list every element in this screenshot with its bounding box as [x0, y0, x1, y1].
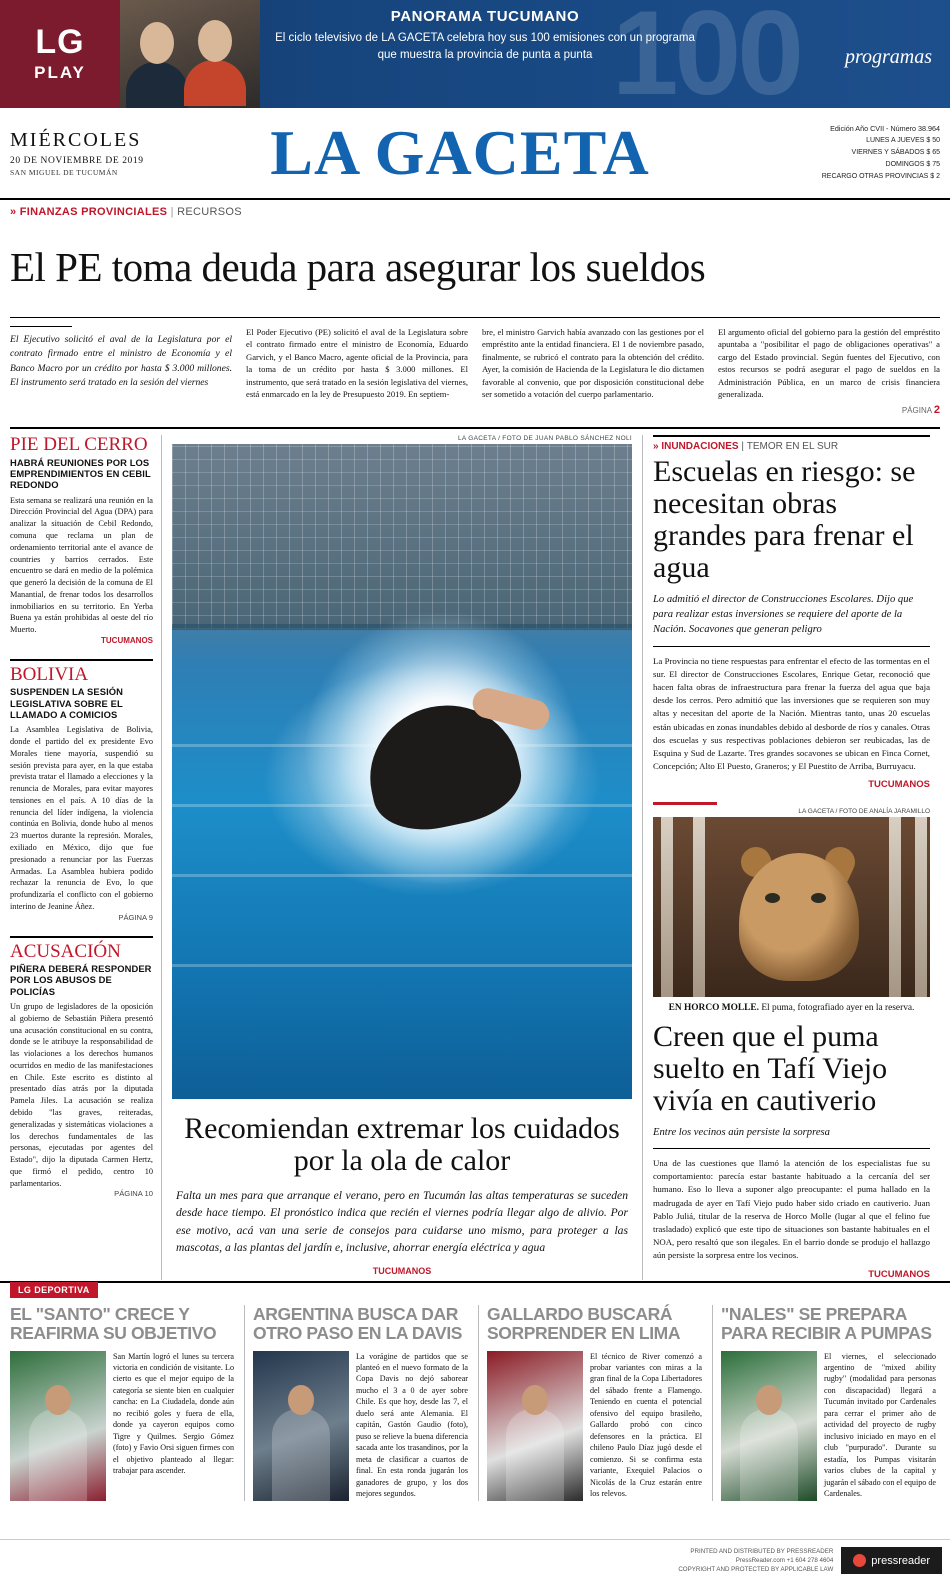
lead-body-col-1: El Poder Ejecutivo (PE) solicitó el aval de la Legislatura sobre el contrato firmado entre el ministro de Economía, Eduardo Garvich, y el Banco Macro, agente oficial de la Provincia, para la toma de un crédito por hasta $ 3.000 millones. El instrumento, que será tratado en la sesión legislativa del viernes, está enmarcado en la ley de Presupuesto 2019. En septiem- — [246, 326, 468, 400]
masthead — [0, 108, 950, 200]
footer-line-0: PRINTED AND DISTRIBUTED BY PRESSREADER — [690, 1547, 834, 1555]
masthead-date: 20 DE NOVIEMBRE DE 2019 — [10, 156, 144, 166]
sports-headline: "NALES" SE PREPARA PARA RECIBIR A PUMPAS — [721, 1304, 932, 1344]
puma-photo-credit: LA GACETA / FOTO DE ANALÍA JARAMILLO — [798, 808, 930, 816]
lead-body-col-3 — [718, 326, 940, 420]
sports-item-1[interactable] — [244, 1305, 468, 1501]
promo-subtitle: El ciclo televisivo de LA GACETA celebra hoy sus 100 emisiones con un programa que muestra la provincia de punta a punta — [275, 32, 695, 61]
sports-body: La vorágine de partidos que se planteó en el nuevo formato de la Copa Davis no dejó saborear mucho el 3 a 0 de ayer sobre Chile. Es que hoy, desde las 7, el duelo será ante Alemania. El capitán, Gastón Gaudio (foto), puso se relieve la buena diferencia sacada ante los trasandinos, por la meta de clasificar a cuartos de final. En esta ronda jugarán los ganadores de grupo, y los dos mejores segundos. — [356, 1351, 468, 1499]
lg-logo-text: LG — [35, 23, 85, 61]
lead-summary: El Ejecutivo solicitó el aval de la Legislatura por el contrato firmado entre el ministro de Economía y el Banco Macro por un crédito por hasta $ 3.000 millones. El instrumento será tratado en la sesión del viernes — [10, 333, 232, 388]
right-top-body: La Provincia no tiene respuestas para enfrentar el efecto de las tormentas en el sur. El director de Construcciones Escolares, Enrique Getar, reconoció que hacen falta obras de infraestructura para frenar la fuerza del agua que baja desde los cerros. Pero admitió que las inversiones que se requieren son muy altas y necesitan del aporte de la Nación. Mientras tanto, unas 20 escuelas están ubicadas en zonas inundables debido al desborde de ríos y canales. Otras dos escuelas y sus respectivas poblaciones debieron ser reubicadas, las de Esquina y Sud de Lazarte. Tres grandes socavones se ubican en Finca Cornet, Concepción; Alto El Puesto, Graneros; y El Puestito de Arriba, Burruyacu. — [653, 655, 930, 772]
pressreader-logo[interactable] — [841, 1547, 942, 1574]
lead-page-label: PÁGINA — [901, 406, 932, 416]
promo-title: PANORAMA TUCUMANO — [390, 8, 580, 25]
lead-headline: El PE toma deuda para asegurar los sueldos — [10, 244, 706, 291]
sports-photo — [10, 1351, 106, 1501]
masthead-city: SAN MIGUEL DE TUCUMÁN — [10, 168, 118, 177]
puma-caption-location: EN HORCO MOLLE. — [668, 1003, 759, 1014]
newspaper-logo: LA GACETA — [270, 117, 650, 188]
lead-columns — [0, 318, 950, 426]
right-bottom-subhead: Entre los vecinos aún persiste la sorpresa — [653, 1125, 930, 1149]
play-logo-text: PLAY — [34, 63, 86, 82]
masthead-date-block — [0, 129, 150, 177]
brief-acusacion[interactable] — [10, 936, 153, 1199]
puma-photo — [653, 817, 930, 997]
sports-body: El viernes, el seleccionado argentino de "mixed ability rugby" (modalidad para personas con discapacidad) llegará a Tucumán invitado por Cardenales para cerrar el primer año de actividad del proyecto de rugby inclusivo iniciado en mayo en el club "purpurado". Durante su estadía, los Pumpas visitarán varios clubes de la capital y jugarán el sábado con el equipo de Cardenales. — [824, 1351, 936, 1499]
masthead-edition: Edición Año CVII - Número 38.964 — [830, 124, 940, 134]
brief-body: La Asamblea Legislativa de Bolivia, donde el partido del ex presidente Evo Morales tiene mayoría, suspendió su sesión prevista para ayer, en la que estaba prevista tratar el llamado a elecciones y la renuncia de Morales, para evitar mayores tensiones en el país. A 10 días de la renuncia del líder indígena, la violencia continúa en Bolivia, donde hubo al menos 23 muertos durante la represión. Morales, exiliado en México, dijo que fue presionado a renunciar por las Fuerzas Armadas. La Asamblea hubiera podido rechazar la renuncia de Evo, lo que profundizaría el conflicto con el gobierno interino de Jeanine Áñez. — [10, 725, 153, 911]
lead-kicker-sep: | — [170, 206, 174, 218]
sports-badge: LG DEPORTIVA — [10, 1282, 98, 1298]
brief-body: Un grupo de legisladores de la oposición al gobierno de Sebastián Piñera presentó una acusación constitucional en su contra, donde se le atribuye la responsabilidad de las violaciones a los derechos humanos ocurridos en medio de las manifestaciones en Chile. Este escrito es distinto al presentado días atrás por la diputada Pamela Jiles. La acusación se realiza debido "las graves, reiteradas, generalizadas y sistemáticas violaciones a los derechos fundamentales de las personas, ejecutadas por agentes del Estado", dijo la diputada Carmen Hertz, que firmó el pedido, centro 10 parlamentarios. — [10, 1001, 153, 1188]
center-feature-column — [162, 435, 642, 1279]
brief-subtitle: HABRÁ REUNIONES POR LOS EMPRENDIMIENTOS EN CEBIL REDONDO — [10, 456, 151, 491]
brief-page: PÁGINA 10 — [114, 1189, 153, 1199]
puma-caption-text: El puma, fotografiado ayer en la reserva. — [758, 1003, 915, 1014]
footer-line-1: PressReader.com +1 604 278 4604 — [735, 1556, 834, 1564]
masthead-weekday: MIÉRCOLES — [10, 129, 142, 151]
sports-photo — [487, 1351, 583, 1501]
center-headline: Recomiendan extremar los cuidados por la ola de calor — [184, 1112, 620, 1178]
right-top-headline: Escuelas en riesgo: se necesitan obras grandes para frenar el agua — [653, 455, 916, 584]
lead-summary-col — [10, 326, 232, 420]
left-briefs-column — [10, 435, 162, 1279]
right-bottom-story[interactable] — [653, 802, 930, 1279]
lead-kicker-sub: RECURSOS — [177, 206, 242, 218]
puma-caption — [653, 1003, 930, 1013]
sports-item-3[interactable] — [712, 1305, 936, 1501]
brief-subtitle: PIÑERA DEBERÁ RESPONDER POR LOS ABUSOS DE POLICÍAS — [10, 963, 152, 997]
right-top-kicker-sub: TEMOR EN EL SUR — [746, 441, 839, 453]
sports-section — [0, 1281, 950, 1539]
footer-line-2: COPYRIGHT AND PROTECTED BY APPLICABLE LAW — [678, 1566, 834, 1574]
sports-headline: GALLARDO BUSCARÁ SORPRENDER EN LIMA — [487, 1304, 681, 1344]
sports-body: El técnico de River comenzó a probar variantes con miras a la gran final de la Copa Libertadores del sábado frente a Flamengo. Teniendo en cuenta el potencial ofensivo del equipo brasileño, Gallardo probó con cinco defensores en la práctica. El chileno Paulo Díaz jugó desde el comienzo. Si se confirma esta variante, Exequiel Palacios o Nicolás de la Cruz estarán entre los relevos. — [590, 1351, 702, 1499]
brief-subtitle: SUSPENDEN LA SESIÓN LEGISLATIVA SOBRE EL LLAMADO A COMICIOS — [10, 686, 124, 720]
brief-title: BOLIVIA — [10, 664, 89, 685]
brief-page: PÁGINA 9 — [118, 912, 153, 922]
center-photo-credit: LA GACETA / FOTO DE JUAN PABLO SÁNCHEZ NOLI — [458, 435, 632, 443]
right-bottom-credit: TUCUMANOS — [868, 1268, 930, 1280]
sports-photo — [253, 1351, 349, 1501]
brief-body: Esta semana se realizará una reunión en la Dirección Provincial del Agua (DPA) para analizar la situación de Cebil Redondo, comuna que reclama un plan de ordenamiento territorial ante el avance de countries y barrios cerrados. Este encuentro se dará en medio de la polémica que generó la decisión de la comuna de El Manantial, de frenar todos los desarrollos inmobiliarios en su territorio. En Yerba Buena ya están prohibidas al oeste del río Muerto. — [10, 495, 153, 635]
pressreader-brand-text: pressreader — [871, 1554, 930, 1567]
masthead-edition-block — [770, 123, 950, 183]
right-top-kicker-sep: | — [741, 441, 744, 453]
sports-body: San Martín logró el lunes su tercera victoria en condición de visitante. Lo cierto es que el mejor equipo de la categoría se siente bien en cualquier cancha: en La Ciudadela, donde aún no recibió goles y fuera de ella, donde ya cayeron equipos como Tigre y Quilmes. Sergio Gómez (foto) y Favio Orsi siguen firmes con el objetivo planteado al llegar: trabajar para ascender. — [113, 1351, 234, 1476]
pressreader-footer — [0, 1539, 950, 1581]
lead-body-col-2: bre, el ministro Garvich había avanzado con las gestiones por el empréstito ante la entidad financiera. El 1 de noviembre pasado, finalmente, se rubricó el contrato para la obtención del crédito. Ayer, la comisión de Hacienda de la Legislatura le dio dictamen favorable al convenio, que por disposición constitucional debe ser sometido a votación del cuerpo parlamentario. — [482, 326, 704, 400]
promo-programas-label: programas — [844, 46, 932, 68]
masthead-price-2: DOMINGOS $ 75 — [885, 161, 940, 169]
lead-page-ref — [718, 403, 940, 419]
right-stories-column — [642, 435, 930, 1279]
right-top-kicker-main: » INUNDACIONES — [653, 441, 739, 453]
promo-hosts-photo — [120, 0, 260, 108]
center-subhead: Falta un mes para que arranque el verano, pero en Tucumán las altas temperaturas se suceden desde hace tiempo. El pronóstico indica que recién el viernes podría llegar algo de alivio. Por ese motivo, acá van una serie de consejos para cuidarse uno mismo, para proteger a las mascotas, a las plantas del jardín e, inclusive, ahorrar energía eléctrica y agua — [176, 1189, 628, 1255]
sports-headline: ARGENTINA BUSCA DAR OTRO PASO EN LA DAVIS — [253, 1304, 463, 1344]
main-content-grid — [0, 429, 950, 1279]
masthead-price-0: LUNES A JUEVES $ 50 — [866, 137, 940, 145]
right-top-subhead: Lo admitió el director de Construcciones Escolares. Dijo que para realizar estas inversiones se requiere del aporte de la Nación. Socavones que generan peligro — [653, 592, 930, 647]
brief-pie-del-cerro[interactable] — [10, 435, 153, 645]
brief-credit: TUCUMANOS — [101, 636, 153, 645]
lead-kicker — [0, 200, 950, 220]
right-bottom-body: Una de las cuestiones que llamó la atención de los especialistas fue su comportamiento: parecía estar bastante habituado a la cercanía del ser humano. Eso lo lleva a suponer algo preocupante: el puma hallado en la madrugada de ayer en Tafí Viejo pudo haber sido criado en cautiverio. Juan Pablo Juliá, titular de la reserva de Horco Molle (lugar al que el felino fue trasladado) explicó que este tipo de situaciones son bastante habituales en el NOA, pero resaltó que son ilegales. En el barrio donde se produjo el hallazgo aún persiste la sorpresa entre los vecinos. — [653, 1158, 930, 1261]
lead-page-number: 2 — [933, 404, 940, 417]
center-credit: TUCUMANOS — [372, 1265, 432, 1276]
brief-title: ACUSACIÓN — [10, 940, 121, 962]
footer-legal-text — [678, 1547, 833, 1575]
right-top-credit: TUCUMANOS — [868, 779, 930, 791]
sports-item-0[interactable] — [10, 1305, 234, 1501]
masthead-price-3: RECARGO OTRAS PROVINCIAS $ 2 — [821, 173, 940, 180]
sports-photo — [721, 1351, 817, 1501]
right-bottom-headline: Creen que el puma suelto en Tafí Viejo vivía en cautiverio — [653, 1020, 888, 1117]
promo-text-block — [270, 8, 700, 63]
brief-bolivia[interactable] — [10, 659, 153, 922]
sports-headline: EL "SANTO" CRECE Y REAFIRMA SU OBJETIVO — [10, 1304, 217, 1344]
center-photo-pool-diver — [172, 444, 632, 1099]
promo-banner — [0, 0, 950, 108]
promo-big-number: 100 — [611, 0, 800, 108]
lead-kicker-main: » FINANZAS PROVINCIALES — [10, 206, 168, 218]
sports-grid — [10, 1283, 940, 1501]
brief-title: PIE DEL CERRO — [10, 434, 148, 456]
puma-accent-rule — [653, 802, 717, 805]
lg-play-logo — [0, 0, 120, 108]
right-top-kicker — [653, 435, 930, 452]
masthead-price-1: VIERNES Y SÁBADOS $ 65 — [851, 149, 940, 157]
pressreader-dot-icon — [853, 1554, 866, 1567]
sports-item-2[interactable] — [478, 1305, 702, 1501]
lead-body-col-3-text: El argumento oficial del gobierno para la gestión del empréstito apuntaba a "posibilitar el pago de obligaciones operativas" a cargo del Estado provincial. Según fuentes del Ejecutivo, con estos recursos se podrá asegurar el pago de sueldos en la Administración Pública, en un marco de crisis financiera generalizada. — [718, 326, 940, 400]
